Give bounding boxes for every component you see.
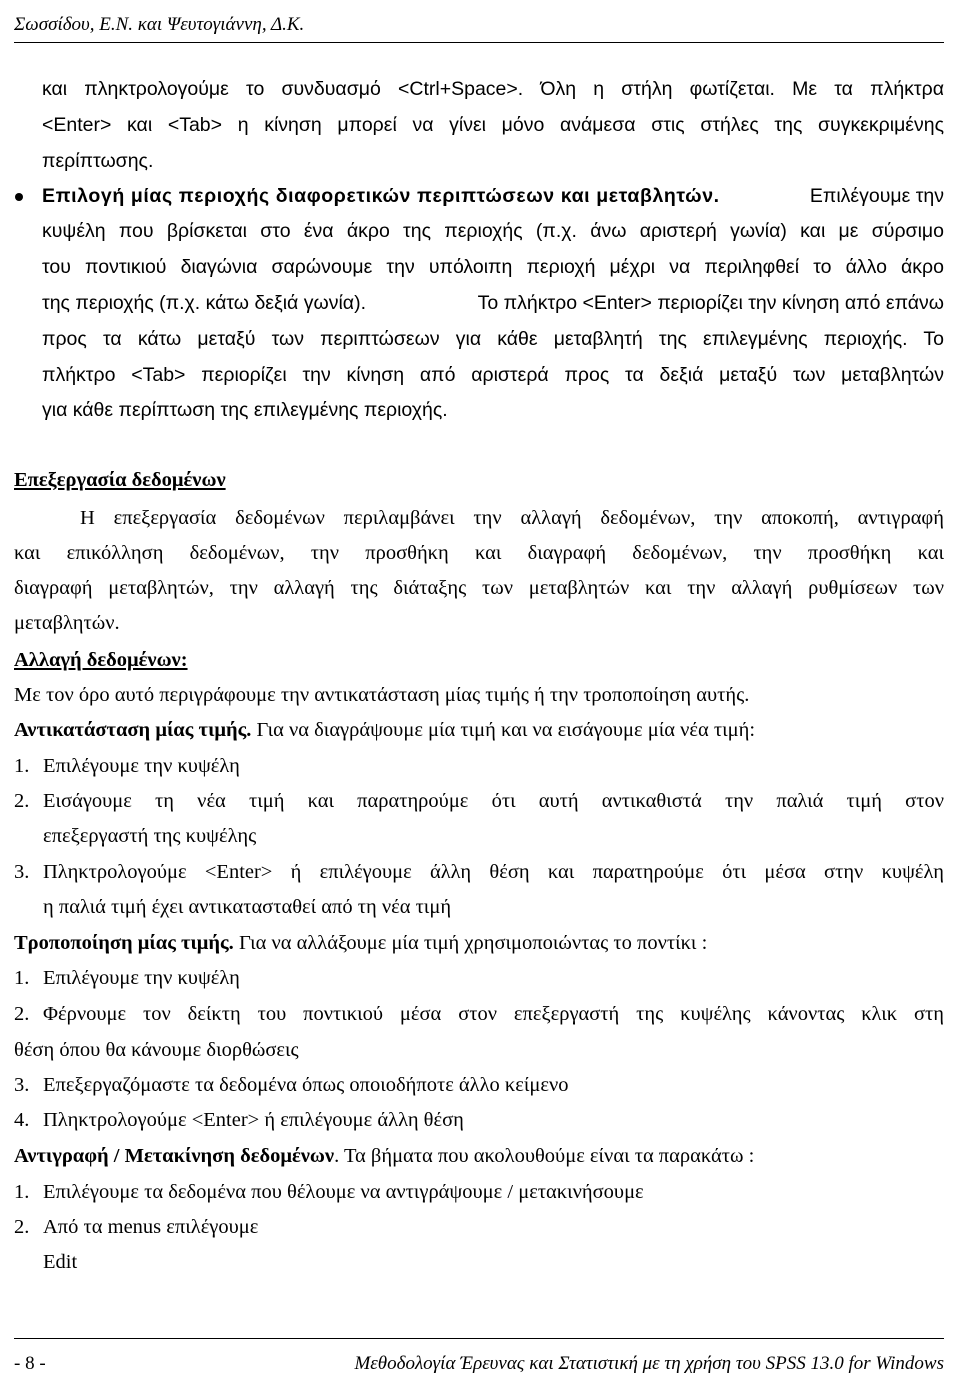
running-header: Σωσσίδου, Ε.Ν. και Ψευτογιάννη, Δ.Κ.	[14, 14, 305, 35]
list-item: Φέρνουμε τον δείκτη του ποντικιού μέσα στον επεξεργαστή της κυψέλης κάνοντας κλικ στη	[43, 1003, 944, 1025]
text-line: <Enter> και <Tab> η κίνηση μπορεί να γίνει μόνο ανάμεσα στις στήλες της συγκεκριμένης	[42, 114, 944, 136]
text-line: του ποντικιού διαγώνια σαρώνουμε την υπόλοιπη περιοχή μέχρι να περιληφθεί το άλλο άκρο	[42, 256, 944, 278]
list-item: Επιλέγουμε τα δεδομένα που θέλουμε να αντιγράψουμε / μετακινήσουμε	[43, 1181, 644, 1203]
list-number: 3.	[14, 1074, 30, 1096]
list-item: Επεξεργαζόμαστε τα δεδομένα όπως οποιοδήποτε άλλο κείμενο	[43, 1074, 569, 1096]
list-item-cont: Edit	[43, 1251, 78, 1273]
text-span: Για να διαγράψουμε μία τιμή και να εισάγουμε μία νέα τιμή:	[251, 719, 756, 741]
list-number: 4.	[14, 1109, 30, 1131]
list-item-cont: θέση όπου θα κάνουμε διορθώσεις	[14, 1039, 299, 1061]
list-number: 3.	[14, 861, 30, 883]
header-rule	[14, 42, 944, 43]
text-line: για κάθε περίπτωση της επιλεγμένης περιοχής.	[42, 399, 448, 421]
text-line: Με τον όρο αυτό περιγράφουμε την αντικατάσταση μίας τιμής ή την τροποποίηση αυτής.	[14, 684, 750, 706]
page-number: - 8 -	[14, 1353, 46, 1374]
list-number: 1.	[14, 755, 30, 777]
text-span: Για να αλλάξουμε μία τιμή χρησιμοποιώντας το ποντίκι :	[233, 932, 708, 954]
list-item: Επιλέγουμε την κυψέλη	[43, 755, 240, 777]
bullet-heading: Επιλογή μίας περιοχής διαφορετικών περιπτώσεων και μεταβλητών.	[42, 185, 720, 207]
list-number: 1.	[14, 967, 30, 989]
text-line: Η επεξεργασία δεδομένων περιλαμβάνει την αλλαγή δεδομένων, την αποκοπή, αντιγραφή	[80, 507, 944, 529]
list-number: 2.	[14, 790, 30, 812]
text-line	[42, 294, 944, 314]
text-line	[14, 933, 707, 954]
list-item: Εισάγουμε τη νέα τιμή και παρατηρούμε ότι αυτή αντικαθιστά την παλιά τιμή στον	[43, 790, 944, 812]
list-item: Πληκτρολογούμε <Enter> ή επιλέγουμε άλλη θέση και παρατηρούμε ότι μέσα στην κυψέλη	[43, 861, 944, 883]
text-line: προς τα κάτω μεταξύ των περιπτώσεων για κάθε μεταβλητή της επιλεγμένης περιοχής. Το	[42, 328, 944, 350]
text-line: κυψέλη που βρίσκεται στο ένα άκρο της περιοχής (π.χ. άνω αριστερή γωνία) και με σύρσιμο	[42, 220, 944, 242]
text-span: . Τα βήματα που ακολουθούμε είναι τα παρακάτω :	[334, 1145, 755, 1167]
list-number: 2.	[14, 1216, 30, 1238]
bold-lead: Αντικατάσταση μίας τιμής.	[14, 719, 252, 741]
text-line: και πληκτρολογούμε το συνδυασμό <Ctrl+Space>. Όλη η στήλη φωτίζεται. Με τα πλήκτρα	[42, 78, 944, 100]
list-number: 1.	[14, 1181, 30, 1203]
list-item: Πληκτρολογούμε <Enter> ή επιλέγουμε άλλη θέση	[43, 1109, 464, 1131]
text-line: περίπτωσης.	[42, 150, 154, 172]
bullet-text: Επιλέγουμε την	[809, 185, 944, 207]
list-item: Από τα menus επιλέγουμε	[43, 1216, 259, 1238]
text-line: μεταβλητών.	[14, 612, 120, 634]
bullet-line	[42, 187, 944, 207]
text-span: Το πλήκτρο <Enter> περιορίζει την κίνηση από επάνω	[477, 292, 944, 314]
text-line: και επικόλληση δεδομένων, την προσθήκη και διαγραφή δεδομένων, την προσθήκη και	[14, 542, 944, 564]
bullet-icon	[15, 193, 23, 201]
text-line	[14, 1146, 754, 1167]
section-heading: Επεξεργασία δεδομένων	[14, 469, 226, 491]
text-span: της περιοχής (π.χ. κάτω δεξιά γωνία).	[42, 292, 366, 314]
footer-title: Μεθοδολογία Έρευνας και Στατιστική με τη χρήση του SPSS 13.0 for Windows	[354, 1353, 944, 1374]
footer-rule	[14, 1338, 944, 1339]
list-item-cont: η παλιά τιμή έχει αντικατασταθεί από τη νέα τιμή	[43, 896, 452, 918]
text-line: πλήκτρο <Tab> περιορίζει την κίνηση από αριστερά προς τα δεξιά μεταξύ των μεταβλητών	[42, 364, 944, 386]
text-line: διαγραφή μεταβλητών, την αλλαγή της διάταξης των μεταβλητών και την αλλαγή ρυθμίσεων των	[14, 577, 944, 599]
bold-lead: Αντιγραφή / Μετακίνηση δεδομένων	[14, 1145, 335, 1167]
list-number: 2.	[14, 1003, 30, 1025]
bold-lead: Τροποποίηση μίας τιμής.	[14, 932, 234, 954]
list-item-cont: επεξεργαστή της κυψέλης	[43, 825, 257, 847]
sub-heading: Αλλαγή δεδομένων:	[14, 649, 188, 671]
text-line	[14, 720, 755, 741]
list-item: Επιλέγουμε την κυψέλη	[43, 967, 240, 989]
